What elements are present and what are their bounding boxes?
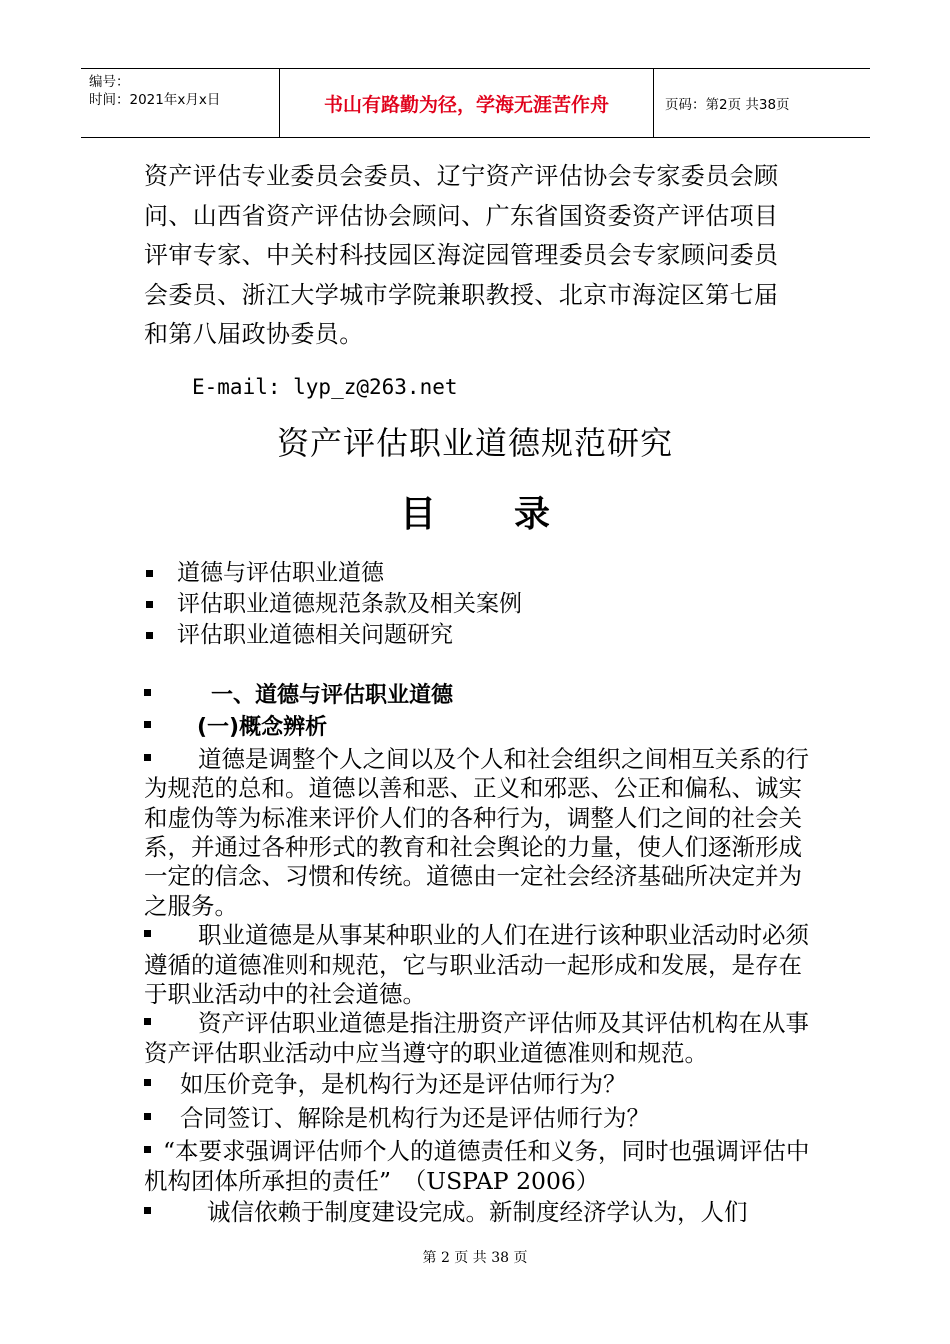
bullet-icon bbox=[144, 1146, 151, 1153]
section-heading: 一、道德与评估职业道德 bbox=[144, 680, 820, 710]
intro-line: 和第八届政协委员。 bbox=[144, 320, 364, 348]
toc-title-right: 录 bbox=[514, 494, 551, 535]
intro-paragraph bbox=[144, 157, 824, 355]
bullet-icon bbox=[146, 570, 153, 577]
bullet-icon bbox=[144, 721, 151, 728]
page-header bbox=[81, 68, 870, 138]
header-motto: 书山有路勤为径，学海无涯苦作舟 bbox=[280, 69, 654, 137]
toc-item: 道德与评估职业道德 bbox=[146, 558, 522, 589]
subsection-heading: (一)概念辨析 bbox=[144, 712, 820, 742]
bullet-icon bbox=[144, 1113, 151, 1120]
quote: “本要求强调评估师个人的道德责任和义务，同时也强调评估中机构团体所承担的责任” （USPAP 2006） bbox=[144, 1137, 810, 1195]
paragraph: 职业道德是从事某种职业的人们在进行该种职业活动时必须遵循的道德准则和规范，它与职业活动一起形成和发展，是存在于职业活动中的社会道德。 bbox=[144, 921, 809, 1009]
number-label: 编号： bbox=[89, 74, 130, 90]
paragraph: 道德是调整个人之间以及个人和社会组织之间相互关系的行为规范的总和。道德以善和恶、正义和邪恶、公正和偏私、诚实和虚伪等为标准来评价人们的各种行为，调整人们之间的社会关系，并通过各种形式的教育和社会舆论的力量，使人们逐渐形成一定的信念、习惯和传统。道德由一定社会经济基础所决定并为之服务。 bbox=[144, 744, 809, 920]
bullet-icon bbox=[146, 601, 153, 608]
bullet-icon bbox=[144, 930, 151, 937]
intro-line: 会委员、浙江大学城市学院兼职教授、北京市海淀区第七届 bbox=[144, 280, 779, 309]
paragraph: 诚信依赖于制度建设完成。新制度经济学认为，人们 bbox=[144, 1198, 820, 1227]
bullet-icon bbox=[144, 1207, 151, 1214]
page-footer: 第 2 页 共 38 页 bbox=[422, 1250, 528, 1266]
document-title: 资产评估职业道德规范研究 bbox=[276, 424, 673, 462]
email-line: E-mail: lyp_z@263.net bbox=[192, 375, 458, 399]
toc-item: 评估职业道德规范条款及相关案例 bbox=[146, 589, 522, 620]
body-content bbox=[144, 680, 820, 1227]
bullet-icon bbox=[144, 689, 151, 696]
intro-line: 问、山西省资产评估协会顾问、广东省国资委资产评估项目 bbox=[144, 201, 779, 230]
toc-title bbox=[0, 486, 950, 537]
paragraph: 资产评估职业道德是指注册资产评估师及其评估机构在从事资产评估职业活动中应当遵守的职业道德准则和规范。 bbox=[144, 1009, 809, 1067]
time-label: 时间：2021年x月x日 bbox=[89, 92, 221, 108]
bullet-icon bbox=[144, 1079, 151, 1086]
toc-item: 评估职业道德相关问题研究 bbox=[146, 620, 522, 651]
question: 合同签订、解除是机构行为还是评估师行为？ bbox=[144, 1104, 820, 1133]
header-meta bbox=[81, 69, 280, 137]
toc-title-left: 目 bbox=[399, 494, 436, 535]
toc-list bbox=[146, 558, 522, 651]
intro-line: 资产评估专业委员会委员、辽宁资产评估协会专家委员会顾 bbox=[144, 162, 779, 190]
header-page-info: 页码：第2页 共38页 bbox=[665, 97, 790, 113]
bullet-icon bbox=[146, 632, 153, 639]
bullet-icon bbox=[144, 1018, 151, 1025]
intro-line: 评审专家、中关村科技园区海淀园管理委员会专家顾问委员 bbox=[144, 241, 779, 269]
question: 如压价竞争，是机构行为还是评估师行为？ bbox=[144, 1070, 820, 1099]
bullet-icon bbox=[144, 754, 151, 761]
